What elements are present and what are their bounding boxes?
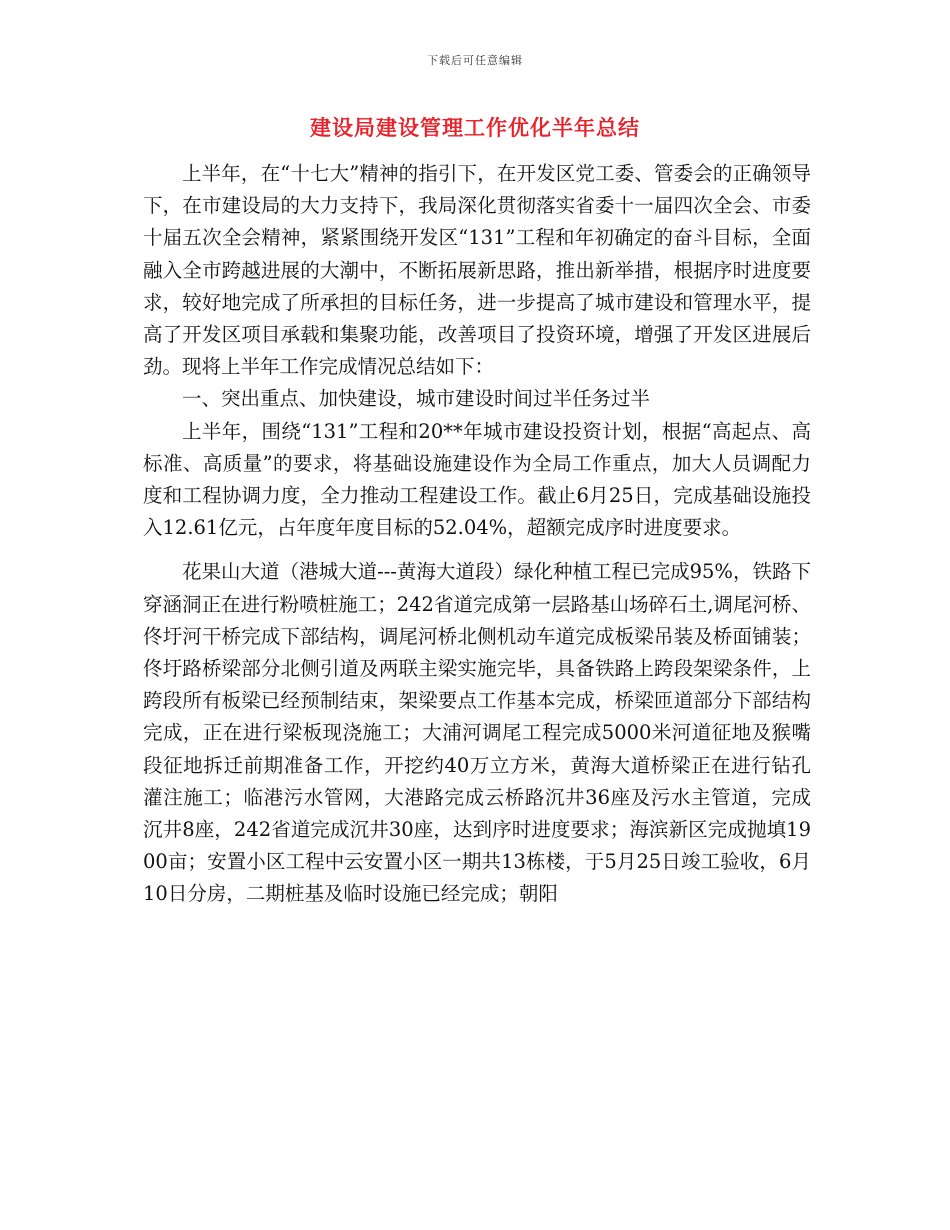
- document-body: [143, 158, 811, 911]
- document-title: 建设局建设管理工作优化半年总结: [310, 115, 640, 140]
- section-heading-1: 一、突出重点、加快建设，城市建设时间过半任务过半: [182, 387, 651, 411]
- page-header-note: 下载后可任意编辑: [427, 54, 523, 67]
- paragraph-investment: 上半年，围绕“131”工程和20**年城市建设投资计划，根据“高起点、高标准、高质量”的要求，将基础设施建设作为全局工作重点，加大人员调配力度和工程协调力度，全力推动工程建设工作。截止6月25日，完成基础设施投入12.61亿元，占年度年度目标的52.04%，超额完成序时进度要求。: [143, 419, 811, 540]
- paragraph-intro: 上半年，在“十七大”精神的指引下，在开发区党工委、管委会的正确领导下，在市建设局的大力支持下，我局深化贯彻落实省委十一届四次全会、市委十届五次全会精神，紧紧围绕开发区“131”工程和年初确定的奋斗目标，全面融入全市跨越进展的大潮中，不断拓展新思路，推出新举措，根据序时进度要求，较好地完成了所承担的目标任务，进一步提高了城市建设和管理水平，提高了开发区项目承载和集聚功能，改善项目了投资环境，增强了开发区进展后劲。现将上半年工作完成情况总结如下：: [143, 162, 811, 379]
- paragraph-projects: 花果山大道（港城大道---黄海大道段）绿化种植工程已完成95%，铁路下穿涵洞正在进行粉喷桩施工；242省道完成第一层路基山场碎石土,调尾河桥、佟圩河干桥完成下部结构，调尾河桥北侧机动车道完成板梁吊装及桥面铺装；佟圩路桥梁部分北侧引道及两联主梁实施完毕，具备铁路上跨段架梁条件，上跨段所有板梁已经预制结束，架梁要点工作基本完成，桥梁匝道部分下部结构完成，正在进行梁板现浇施工；大浦河调尾工程完成5000米河道征地及猴嘴段征地拆迁前期准备工作，开挖约40万立方米，黄海大道桥梁正在进行钻孔灌注施工；临港污水管网，大港路完成云桥路沉井36座及污水主管道，完成沉井8座，242省道完成沉井30座，达到序时进度要求；海滨新区完成抛填1900亩；安置小区工程中云安置小区一期共13栋楼，于5月25日竣工验收，6月10日分房，二期桩基及临时设施已经完成；朝阳: [143, 560, 811, 906]
